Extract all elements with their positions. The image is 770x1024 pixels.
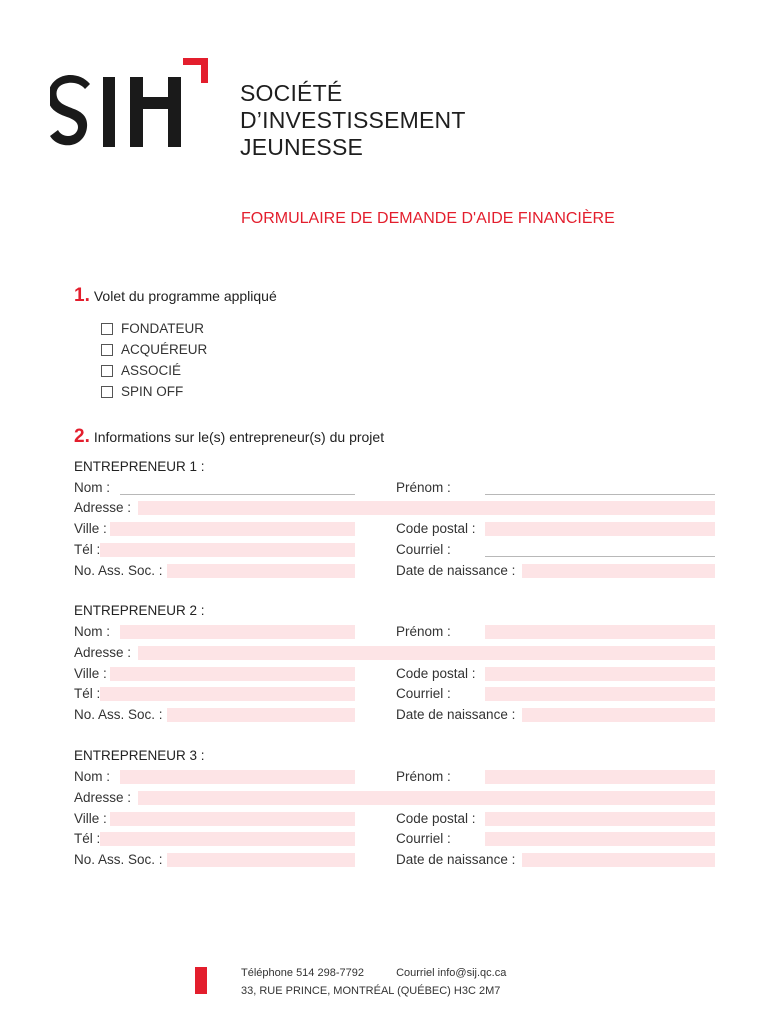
- email-address: info@sij.qc.ca: [437, 967, 507, 979]
- code-postal-label: Code postal :: [396, 521, 476, 536]
- section-title: Volet du programme appliqué: [93, 288, 277, 304]
- nas-label: No. Ass. Soc. :: [74, 852, 163, 867]
- entrepreneur-3-phone-row: [74, 829, 715, 850]
- tel-label: Tél :: [74, 686, 101, 701]
- option-acquereur[interactable]: [101, 339, 207, 360]
- phone-label: Téléphone: [241, 967, 293, 979]
- email-label: Courriel: [396, 967, 435, 979]
- entrepreneur-2-phone-row: [74, 684, 715, 705]
- ville-field[interactable]: [110, 522, 355, 536]
- entrepreneur-1-heading: ENTREPRENEUR 1 :: [74, 459, 205, 474]
- checkbox[interactable]: [101, 323, 113, 335]
- entrepreneur-2-city-row: [74, 664, 715, 685]
- entrepreneur-3-name-row: [74, 767, 715, 788]
- entrepreneur-2-heading: ENTREPRENEUR 2 :: [74, 603, 205, 618]
- section-1-heading: [74, 285, 277, 307]
- naissance-label: Date de naissance :: [396, 852, 516, 867]
- naissance-label: Date de naissance :: [396, 563, 516, 578]
- courriel-field[interactable]: [485, 687, 715, 701]
- adresse-field[interactable]: [138, 646, 715, 660]
- code-postal-field[interactable]: [485, 522, 715, 536]
- nas-field[interactable]: [167, 853, 355, 867]
- prenom-field[interactable]: [485, 481, 715, 495]
- tel-field[interactable]: [100, 543, 355, 557]
- courriel-label: Courriel :: [396, 542, 451, 557]
- nom-label: Nom :: [74, 480, 111, 495]
- section-title: Informations sur le(s) entrepreneur(s) du projet: [93, 429, 385, 445]
- naissance-label: Date de naissance :: [396, 707, 516, 722]
- footer-accent-bar: [195, 967, 207, 994]
- adresse-field[interactable]: [138, 501, 715, 515]
- entrepreneur-2-name-row: [74, 622, 715, 643]
- checkbox[interactable]: [101, 386, 113, 398]
- ville-field[interactable]: [110, 667, 355, 681]
- ville-label: Ville :: [74, 811, 107, 826]
- option-spin-off[interactable]: [101, 381, 207, 402]
- ville-field[interactable]: [110, 812, 355, 826]
- code-postal-label: Code postal :: [396, 811, 476, 826]
- nas-label: No. Ass. Soc. :: [74, 563, 163, 578]
- nom-field[interactable]: [120, 625, 355, 639]
- prenom-label: Prénom :: [396, 624, 451, 639]
- option-label: FONDATEUR: [121, 321, 204, 336]
- org-name-line: JEUNESSE: [240, 134, 364, 160]
- tel-field[interactable]: [100, 832, 355, 846]
- checkbox[interactable]: [101, 344, 113, 356]
- tel-label: Tél :: [74, 831, 101, 846]
- option-label: ACQUÉREUR: [121, 342, 208, 357]
- postal-address: 33, RUE PRINCE, MONTRÉAL (QUÉBEC) H3C 2M7: [241, 985, 501, 997]
- prenom-label: Prénom :: [396, 480, 451, 495]
- courriel-label: Courriel :: [396, 686, 451, 701]
- org-name-line: SOCIÉTÉ: [240, 80, 343, 106]
- org-name-line: D’INVESTISSEMENT: [240, 107, 466, 133]
- entrepreneur-2-nas-row: [74, 705, 715, 726]
- section-number: 2.: [74, 426, 90, 447]
- naissance-field[interactable]: [522, 564, 715, 578]
- tel-field[interactable]: [100, 687, 355, 701]
- entrepreneur-3-address-row: [74, 788, 715, 809]
- adresse-field[interactable]: [138, 791, 715, 805]
- entrepreneur-2-address-row: [74, 643, 715, 664]
- entrepreneur-3-heading: ENTREPRENEUR 3 :: [74, 748, 205, 763]
- footer-contact: [241, 964, 506, 1000]
- nom-field[interactable]: [120, 481, 355, 495]
- sij-logo: [50, 55, 215, 165]
- nom-label: Nom :: [74, 624, 111, 639]
- adresse-label: Adresse :: [74, 500, 132, 515]
- form-title: FORMULAIRE DE DEMANDE D'AIDE FINANCIÈRE: [241, 210, 615, 227]
- entrepreneur-1-address-row: [74, 498, 715, 519]
- phone-number: 514 298-7792: [296, 967, 364, 979]
- courriel-label: Courriel :: [396, 831, 451, 846]
- code-postal-field[interactable]: [485, 667, 715, 681]
- option-label: ASSOCIÉ: [121, 363, 182, 378]
- courriel-field[interactable]: [485, 832, 715, 846]
- prenom-field[interactable]: [485, 770, 715, 784]
- section-number: 1.: [74, 285, 90, 306]
- nas-field[interactable]: [167, 564, 355, 578]
- program-options: [101, 318, 207, 402]
- option-fondateur[interactable]: [101, 318, 207, 339]
- nom-field[interactable]: [120, 770, 355, 784]
- option-label: SPIN OFF: [121, 384, 184, 399]
- organization-name: [240, 80, 466, 161]
- logo-corner-mark: [183, 58, 208, 83]
- code-postal-field[interactable]: [485, 812, 715, 826]
- ville-label: Ville :: [74, 521, 107, 536]
- checkbox[interactable]: [101, 365, 113, 377]
- entrepreneur-1-name-row: [74, 478, 715, 499]
- nas-field[interactable]: [167, 708, 355, 722]
- entrepreneur-3-city-row: [74, 809, 715, 830]
- naissance-field[interactable]: [522, 708, 715, 722]
- entrepreneur-3-nas-row: [74, 850, 715, 871]
- adresse-label: Adresse :: [74, 645, 132, 660]
- code-postal-label: Code postal :: [396, 666, 476, 681]
- tel-label: Tél :: [74, 542, 101, 557]
- adresse-label: Adresse :: [74, 790, 132, 805]
- entrepreneur-1-city-row: [74, 519, 715, 540]
- ville-label: Ville :: [74, 666, 107, 681]
- section-2-heading: [74, 426, 384, 448]
- prenom-label: Prénom :: [396, 769, 451, 784]
- nas-label: No. Ass. Soc. :: [74, 707, 163, 722]
- option-associe[interactable]: [101, 360, 207, 381]
- nom-label: Nom :: [74, 769, 111, 784]
- entrepreneur-1-nas-row: [74, 561, 715, 582]
- logo-letters: [50, 75, 181, 147]
- prenom-field[interactable]: [485, 625, 715, 639]
- naissance-field[interactable]: [522, 853, 715, 867]
- entrepreneur-1-phone-row: [74, 540, 715, 561]
- courriel-field[interactable]: [485, 543, 715, 557]
